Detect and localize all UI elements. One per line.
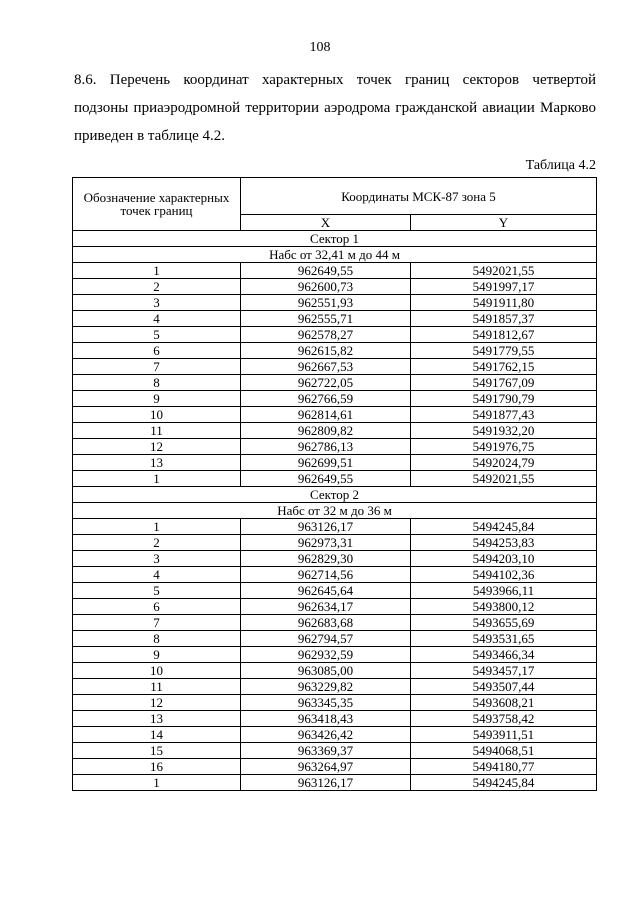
y-coordinate-cell: 5493655,69 bbox=[411, 615, 597, 631]
y-coordinate-cell: 5494253,83 bbox=[411, 535, 597, 551]
point-cell: 12 bbox=[73, 695, 241, 711]
point-cell: 5 bbox=[73, 327, 241, 343]
y-coordinate-cell: 5494180,77 bbox=[411, 759, 597, 775]
sector-subtitle-row bbox=[73, 503, 597, 519]
table-row bbox=[73, 695, 597, 711]
y-coordinate-cell: 5493911,51 bbox=[411, 727, 597, 743]
x-coordinate-cell: 962634,17 bbox=[241, 599, 411, 615]
point-cell: 3 bbox=[73, 295, 241, 311]
table-row bbox=[73, 567, 597, 583]
sector-height-range: Набс от 32,41 м до 44 м bbox=[73, 247, 597, 263]
y-coordinate-cell: 5493507,44 bbox=[411, 679, 597, 695]
point-cell: 11 bbox=[73, 679, 241, 695]
y-coordinate-cell: 5491767,09 bbox=[411, 375, 597, 391]
y-coordinate-cell: 5493466,34 bbox=[411, 647, 597, 663]
x-coordinate-cell: 962714,56 bbox=[241, 567, 411, 583]
point-cell: 13 bbox=[73, 711, 241, 727]
y-coordinate-cell: 5491790,79 bbox=[411, 391, 597, 407]
table-row bbox=[73, 727, 597, 743]
paragraph-line-3: приведен в таблице 4.2. bbox=[74, 128, 226, 144]
table-row bbox=[73, 343, 597, 359]
table-row bbox=[73, 407, 597, 423]
y-coordinate-cell: 5493531,65 bbox=[411, 631, 597, 647]
table-row bbox=[73, 455, 597, 471]
y-coordinate-cell: 5491812,67 bbox=[411, 327, 597, 343]
table-row bbox=[73, 551, 597, 567]
point-cell: 9 bbox=[73, 647, 241, 663]
point-cell: 10 bbox=[73, 663, 241, 679]
table-row bbox=[73, 663, 597, 679]
point-cell: 13 bbox=[73, 455, 241, 471]
x-coordinate-cell: 962683,68 bbox=[241, 615, 411, 631]
sector-title-row bbox=[73, 487, 597, 503]
table-row bbox=[73, 711, 597, 727]
point-cell: 7 bbox=[73, 615, 241, 631]
table-row bbox=[73, 535, 597, 551]
x-coordinate-cell: 962555,71 bbox=[241, 311, 411, 327]
x-coordinate-cell: 962932,59 bbox=[241, 647, 411, 663]
y-coordinate-cell: 5493457,17 bbox=[411, 663, 597, 679]
x-coordinate-cell: 962645,64 bbox=[241, 583, 411, 599]
point-cell: 6 bbox=[73, 599, 241, 615]
point-cell: 1 bbox=[73, 519, 241, 535]
y-coordinate-cell: 5491932,20 bbox=[411, 423, 597, 439]
table-row bbox=[73, 279, 597, 295]
point-cell: 2 bbox=[73, 279, 241, 295]
table-row bbox=[73, 263, 597, 279]
y-coordinate-cell: 5493758,42 bbox=[411, 711, 597, 727]
y-coordinate-cell: 5494102,36 bbox=[411, 567, 597, 583]
table-row bbox=[73, 375, 597, 391]
table-row bbox=[73, 423, 597, 439]
y-coordinate-cell: 5491762,15 bbox=[411, 359, 597, 375]
x-coordinate-cell: 962649,55 bbox=[241, 263, 411, 279]
sector-title: Сектор 1 bbox=[73, 231, 597, 247]
point-cell: 15 bbox=[73, 743, 241, 759]
x-coordinate-cell: 962829,30 bbox=[241, 551, 411, 567]
point-cell: 2 bbox=[73, 535, 241, 551]
x-coordinate-cell: 962766,59 bbox=[241, 391, 411, 407]
x-coordinate-cell: 962699,51 bbox=[241, 455, 411, 471]
x-coordinate-cell: 963126,17 bbox=[241, 519, 411, 535]
x-coordinate-cell: 962809,82 bbox=[241, 423, 411, 439]
x-coordinate-cell: 963229,82 bbox=[241, 679, 411, 695]
point-cell: 14 bbox=[73, 727, 241, 743]
y-coordinate-cell: 5491857,37 bbox=[411, 311, 597, 327]
y-coordinate-cell: 5492024,79 bbox=[411, 455, 597, 471]
point-cell: 7 bbox=[73, 359, 241, 375]
x-coordinate-cell: 962973,31 bbox=[241, 535, 411, 551]
x-coordinate-cell: 963126,17 bbox=[241, 775, 411, 791]
point-cell: 11 bbox=[73, 423, 241, 439]
table-row bbox=[73, 295, 597, 311]
point-cell: 9 bbox=[73, 391, 241, 407]
point-cell: 16 bbox=[73, 759, 241, 775]
table-row bbox=[73, 743, 597, 759]
x-coordinate-cell: 963085,00 bbox=[241, 663, 411, 679]
x-coordinate-cell: 962786,13 bbox=[241, 439, 411, 455]
point-cell: 4 bbox=[73, 311, 241, 327]
y-coordinate-cell: 5493800,12 bbox=[411, 599, 597, 615]
y-coordinate-cell: 5492021,55 bbox=[411, 263, 597, 279]
table-row bbox=[73, 631, 597, 647]
sector-title: Сектор 2 bbox=[73, 487, 597, 503]
x-coordinate-cell: 962578,27 bbox=[241, 327, 411, 343]
paragraph-line-1: 8.6. Перечень координат характерных точек границ секторов четвертой bbox=[74, 72, 596, 88]
y-coordinate-cell: 5493608,21 bbox=[411, 695, 597, 711]
table-row bbox=[73, 615, 597, 631]
x-coordinate-cell: 962551,93 bbox=[241, 295, 411, 311]
sector-title-row bbox=[73, 231, 597, 247]
column-header-x: X bbox=[241, 215, 411, 231]
point-cell: 12 bbox=[73, 439, 241, 455]
column-header-y: Y bbox=[411, 215, 597, 231]
table-caption: Таблица 4.2 bbox=[525, 158, 596, 173]
x-coordinate-cell: 962814,61 bbox=[241, 407, 411, 423]
y-coordinate-cell: 5494068,51 bbox=[411, 743, 597, 759]
x-coordinate-cell: 962615,82 bbox=[241, 343, 411, 359]
x-coordinate-cell: 962667,53 bbox=[241, 359, 411, 375]
coordinates-table bbox=[72, 177, 597, 791]
table-row bbox=[73, 471, 597, 487]
table-row bbox=[73, 439, 597, 455]
y-coordinate-cell: 5491997,17 bbox=[411, 279, 597, 295]
x-coordinate-cell: 963345,35 bbox=[241, 695, 411, 711]
y-coordinate-cell: 5491976,75 bbox=[411, 439, 597, 455]
table-row bbox=[73, 359, 597, 375]
table-row bbox=[73, 647, 597, 663]
point-cell: 1 bbox=[73, 263, 241, 279]
x-coordinate-cell: 963426,42 bbox=[241, 727, 411, 743]
table-row bbox=[73, 759, 597, 775]
point-cell: 8 bbox=[73, 375, 241, 391]
point-cell: 1 bbox=[73, 775, 241, 791]
point-cell: 5 bbox=[73, 583, 241, 599]
table-row bbox=[73, 583, 597, 599]
y-coordinate-cell: 5493966,11 bbox=[411, 583, 597, 599]
x-coordinate-cell: 962649,55 bbox=[241, 471, 411, 487]
y-coordinate-cell: 5492021,55 bbox=[411, 471, 597, 487]
y-coordinate-cell: 5491779,55 bbox=[411, 343, 597, 359]
y-coordinate-cell: 5491911,80 bbox=[411, 295, 597, 311]
table-row bbox=[73, 311, 597, 327]
point-cell: 3 bbox=[73, 551, 241, 567]
point-cell: 6 bbox=[73, 343, 241, 359]
y-coordinate-cell: 5491877,43 bbox=[411, 407, 597, 423]
table-row bbox=[73, 391, 597, 407]
table-row bbox=[73, 599, 597, 615]
point-cell: 1 bbox=[73, 471, 241, 487]
table-row bbox=[73, 775, 597, 791]
page-number: 108 bbox=[309, 40, 331, 55]
x-coordinate-cell: 963418,43 bbox=[241, 711, 411, 727]
table-body bbox=[73, 231, 597, 791]
x-coordinate-cell: 963369,37 bbox=[241, 743, 411, 759]
x-coordinate-cell: 963264,97 bbox=[241, 759, 411, 775]
point-cell: 8 bbox=[73, 631, 241, 647]
intro-paragraph bbox=[74, 66, 596, 150]
table-row bbox=[73, 519, 597, 535]
table-row bbox=[73, 679, 597, 695]
paragraph-line-2: подзоны приаэродромной территории аэродрома гражданской авиации Марково bbox=[74, 100, 596, 116]
point-cell: 4 bbox=[73, 567, 241, 583]
x-coordinate-cell: 962794,57 bbox=[241, 631, 411, 647]
x-coordinate-cell: 962722,05 bbox=[241, 375, 411, 391]
x-coordinate-cell: 962600,73 bbox=[241, 279, 411, 295]
point-cell: 10 bbox=[73, 407, 241, 423]
y-coordinate-cell: 5494245,84 bbox=[411, 519, 597, 535]
column-header-point: Обозначение характерных точек границ bbox=[73, 178, 241, 231]
column-header-coordinates: Координаты МСК-87 зона 5 bbox=[241, 178, 597, 215]
sector-height-range: Набс от 32 м до 36 м bbox=[73, 503, 597, 519]
table-row bbox=[73, 327, 597, 343]
y-coordinate-cell: 5494203,10 bbox=[411, 551, 597, 567]
y-coordinate-cell: 5494245,84 bbox=[411, 775, 597, 791]
sector-subtitle-row bbox=[73, 247, 597, 263]
